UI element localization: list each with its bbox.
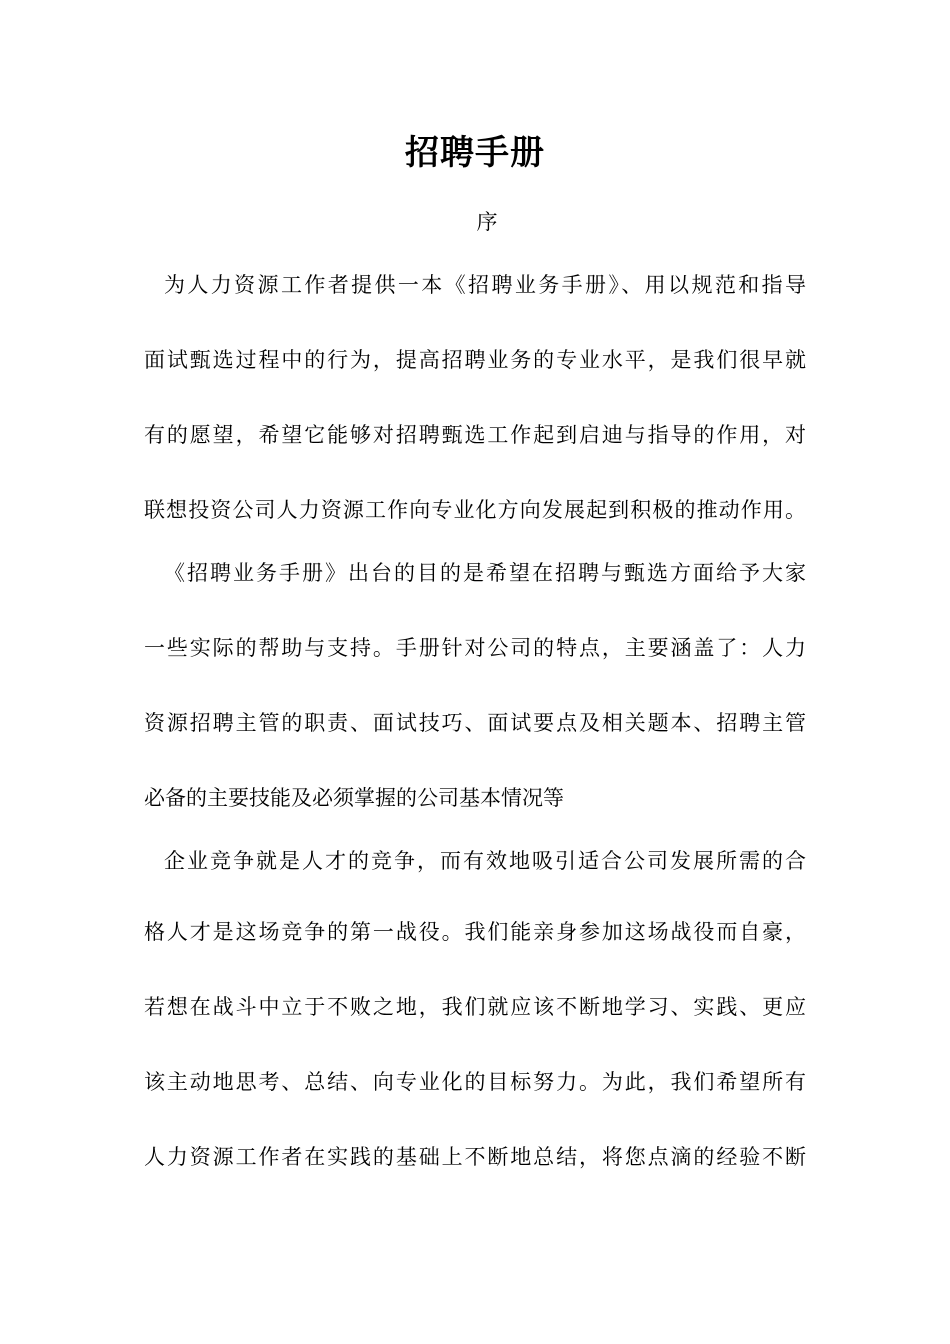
body-line: 有的愿望，希望它能够对招聘甄选工作起到启迪与指导的作用，对 bbox=[144, 423, 806, 447]
body-line: 人力资源工作者在实践的基础上不断地总结，将您点滴的经验不断 bbox=[144, 1145, 806, 1169]
body-line: 若想在战斗中立于不败之地，我们就应该不断地学习、实践、更应 bbox=[144, 995, 806, 1019]
body-line: 联想投资公司人力资源工作向专业化方向发展起到积极的推动作用。 bbox=[144, 498, 806, 522]
body-line: 格人才是这场竞争的第一战役。我们能亲身参加这场战役而自豪， bbox=[144, 920, 806, 944]
body-line: 该主动地思考、总结、向专业化的目标努力。为此，我们希望所有 bbox=[144, 1070, 806, 1094]
body-line: 必备的主要技能及必须掌握的公司基本情况等 bbox=[144, 786, 564, 810]
body-line: 企业竞争就是人才的竞争，而有效地吸引适合公司发展所需的合 bbox=[164, 849, 806, 873]
body-line: 面试甄选过程中的行为，提高招聘业务的专业水平，是我们很早就 bbox=[144, 348, 806, 372]
body-line: 资源招聘主管的职责、面试技巧、面试要点及相关题本、招聘主管 bbox=[144, 711, 806, 735]
body-line: 一些实际的帮助与支持。手册针对公司的特点，主要涵盖了：人力 bbox=[144, 636, 806, 660]
section-heading-preface: 序 bbox=[476, 210, 498, 234]
body-line: 为人力资源工作者提供一本《招聘业务手册》、用以规范和指导 bbox=[164, 273, 806, 297]
document-title: 招聘手册 bbox=[405, 133, 545, 173]
body-line: 《招聘业务手册》出台的目的是希望在招聘与甄选方面给予大家 bbox=[164, 561, 806, 585]
